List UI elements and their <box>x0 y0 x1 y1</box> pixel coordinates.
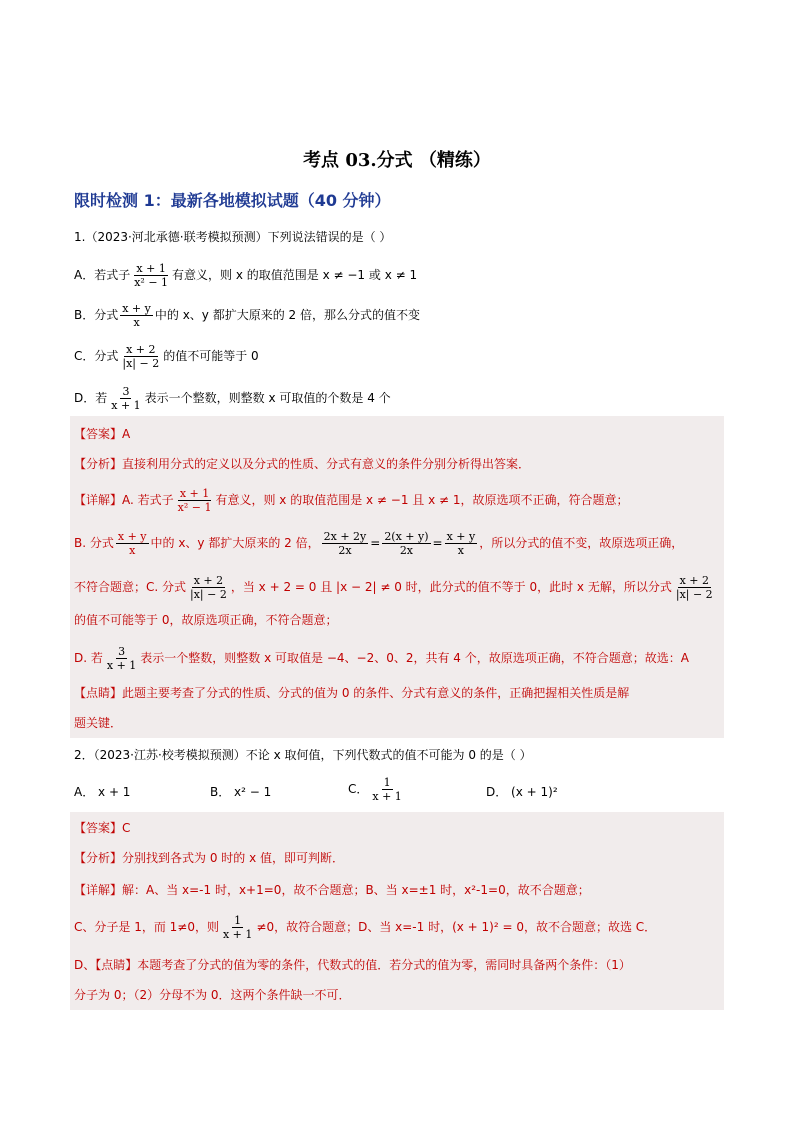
q1-detail-b-post: ，所以分式的值不变，故原选项正确， <box>479 536 684 550</box>
q1-detail-c-num2: x + 2 <box>679 574 709 587</box>
q1-d-fraction <box>109 385 142 412</box>
q1-comment-line1: 【点睛】此题主要考查了分式的性质、分式的值为 0 的条件、分式有意义的条件，正确把握相关性质是解 <box>74 686 630 700</box>
q2-c-num: 1 <box>383 776 391 789</box>
q1-detail-b-f2 <box>382 530 430 557</box>
q1-detail-c-pre: 不符合题意；C. 分式 <box>74 580 187 594</box>
q2-analysis: 【分析】分别找到各式为 0 时的 x 值，即可判断． <box>74 851 344 865</box>
q1-detail-d-pre: D. 若 <box>74 651 103 665</box>
q2-c-fraction <box>370 776 403 803</box>
q1-detail-b: B. 分式 $\frac{x + y}{x}$ 中的 x、y 都扩大原来的 2 倍， $\frac{2x + 2y}{2x}$ = $\frac{2(x + y)}{2x}$ = $\frac{x + y}{x}$ ，所以分式的值不变，故原选项正确， <box>74 530 684 557</box>
q1-detail-b-f1-den: 2x <box>338 544 352 557</box>
q1-detail-c-fraction <box>188 574 229 601</box>
q1-detail-a <box>74 487 629 514</box>
q1-d-post: 表示一个整数，则整数 x 可取值的个数是 4 个 <box>144 391 391 405</box>
q1-detail-c-mid: ，当 x + 2 = 0 且 |x − 2| ≠ 0 时，此分式的值不等于 0，此时 x 无解，所以分式 <box>230 580 672 594</box>
q1-b-den: x <box>133 316 140 329</box>
q1-a-post: 有意义，则 x 的取值范围是 x ≠ −1 或 x ≠ 1 <box>172 268 418 282</box>
q1-detail-d-fraction <box>105 645 138 672</box>
q1-option-a <box>74 262 417 289</box>
q1-detail-b-f3-num: x + y <box>446 530 476 543</box>
q2-detail2-den: x + 1 <box>222 928 253 941</box>
q1-detail-b-fraction <box>116 530 149 557</box>
q1-detail-c-den: |x| − 2 <box>190 588 227 601</box>
q1-detail-c-den2: |x| − 2 <box>675 588 713 601</box>
q2-option-d: D． (x + 1)² <box>486 785 558 799</box>
q2-option-a: A． x + 1 <box>74 785 131 799</box>
q1-detail-a-fraction <box>176 487 214 514</box>
q1-c-fraction <box>120 343 161 370</box>
q1-option-c <box>74 343 259 370</box>
q2-detail2-num: 1 <box>234 914 242 927</box>
q1-d-pre: D．若 <box>74 391 108 405</box>
q2-solution-box <box>70 812 724 1010</box>
q1-a-num: x + 1 <box>136 262 166 275</box>
q1-option-d <box>74 385 391 412</box>
q1-detail-d-post: 表示一个整数，则整数 x 可取值是 −4、−2、0、2，共有 4 个，故原选项正确，不符合题意；故选：A <box>140 651 689 665</box>
q1-detail-c-fraction2 <box>674 574 715 601</box>
q1-b-pre: B．分式 <box>74 308 119 322</box>
q2-option-c <box>348 776 406 803</box>
q1-detail-b-f2-den: 2x <box>399 544 414 557</box>
q1-stem: 1.（2023·河北承德·联考模拟预测）下列说法错误的是（ ） <box>74 230 392 244</box>
q1-c-den: |x| − 2 <box>122 357 160 370</box>
q1-detail-b-num: x + y <box>117 530 147 543</box>
q2-stem: 2．（2023·江苏·校考模拟预测）不论 x 取何值，下列代数式的值不可能为 0 的是（ ） <box>74 748 532 762</box>
q2-detail2-post: ≠0，故符合题意；D、当 x=-1 时，(x + 1)² = 0，故不合题意；故选 C． <box>256 920 657 934</box>
q1-d-den: x + 1 <box>111 399 141 412</box>
q1-detail-a-post: 有意义，则 x 的取值范围是 x ≠ −1 且 x ≠ 1，故原选项不正确，符合题意； <box>215 493 629 507</box>
q1-analysis: 【分析】直接利用分式的定义以及分式的性质、分式有意义的条件分别分析得出答案． <box>74 457 531 471</box>
q1-b-post: 中的 x、y 都扩大原来的 2 倍，那么分式的值不变 <box>154 308 420 322</box>
q1-b-num: x + y <box>122 302 151 315</box>
q1-detail-b-f1 <box>322 530 369 557</box>
q1-a-den: x² − 1 <box>134 276 169 289</box>
q1-c-num: x + 2 <box>126 343 156 356</box>
q1-detail-b-f3 <box>445 530 478 557</box>
q1-detail-b-den: x <box>129 544 136 557</box>
q2-detail-line2 <box>74 914 656 941</box>
q1-c-post: 的值不可能等于 0 <box>163 349 259 363</box>
page-title: 考点 03.分式 （精练） <box>303 150 491 171</box>
q1-detail-b-pre: B. 分式 <box>74 536 114 550</box>
q2-detail2-pre: C、分子是 1，而 1≠0，则 <box>74 920 219 934</box>
q1-detail-b-mid: 中的 x、y 都扩大原来的 2 倍， <box>150 536 320 550</box>
q2-answer: 【答案】C <box>74 821 131 835</box>
q2-option-b: B． x² − 1 <box>210 785 272 799</box>
q1-a-pre: A．若式子 <box>74 268 131 282</box>
q1-comment-line2: 题关键． <box>74 716 123 730</box>
q1-detail-c-tail: 的值不可能等于 0，故原选项正确，不符合题意； <box>74 613 338 627</box>
q2-detail-line1: 【详解】解：A、当 x=-1 时，x+1=0，故不合题意；B、当 x=±1 时，x²-1=0，故不合题意； <box>74 883 590 897</box>
q1-detail-b-f2-num: 2(x + y) <box>384 530 429 543</box>
q1-d-num: 3 <box>122 385 130 398</box>
q2-comment-line1: D、【点睛】本题考查了分式的值为零的条件，代数式的值．若分式的值为零，需同时具备两个条件：（1） <box>74 958 631 972</box>
q2-c-pre: C． <box>348 782 369 796</box>
q1-detail-b-f1-num: 2x + 2y <box>323 530 367 543</box>
q1-detail-d <box>74 645 689 672</box>
q2-detail2-fraction <box>221 914 254 941</box>
q1-detail-a-den: x² − 1 <box>177 501 212 514</box>
q1-option-b <box>74 302 420 329</box>
q1-answer: 【答案】A <box>74 427 131 441</box>
q1-detail-b-f3-den: x <box>457 544 465 557</box>
q2-c-den: x + 1 <box>372 790 402 803</box>
q1-detail-c-num: x + 2 <box>193 574 224 587</box>
q1-c-pre: C．分式 <box>74 349 119 363</box>
q2-comment-line2: 分子为 0；（2）分母不为 0．这两个条件缺一不可． <box>74 988 351 1002</box>
q1-a-fraction <box>132 262 170 289</box>
q1-b-fraction <box>120 302 153 329</box>
q1-detail-a-num: x + 1 <box>179 487 210 500</box>
q1-detail-c <box>74 574 717 601</box>
q1-detail-d-den: x + 1 <box>106 659 137 672</box>
q1-detail-d-num: 3 <box>118 645 126 658</box>
q1-detail-a-pre: 【详解】A. 若式子 <box>74 493 174 507</box>
section-heading: 限时检测 1：最新各地模拟试题（40 分钟） <box>74 191 391 210</box>
